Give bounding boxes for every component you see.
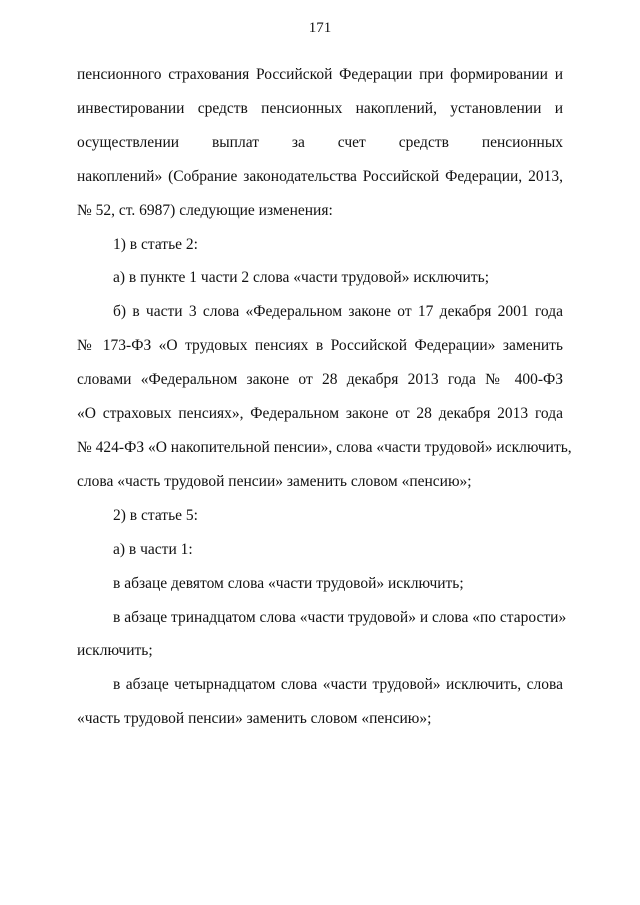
- text-line: № 173-ФЗ «О трудовых пенсиях в Российской Федерации» заменить: [77, 337, 563, 355]
- text-line: 1) в статье 2:: [113, 235, 198, 253]
- paragraph-intro: [77, 58, 563, 228]
- text-line: а) в части 1:: [113, 540, 193, 558]
- text-line: накоплений» (Собрание законодательства Российской Федерации, 2013,: [77, 167, 563, 185]
- text-line: в абзаце тринадцатом слова «части трудовой» и слова «по старости»: [113, 608, 567, 626]
- text-line: исключить;: [77, 642, 153, 660]
- text-line: словами «Федеральном законе от 28 декабря 2013 года № 400-ФЗ: [77, 371, 563, 389]
- paragraph-art2-b: [77, 295, 572, 498]
- paragraph-art5-a-14: [77, 668, 563, 736]
- paragraph-art5-a: [77, 533, 563, 567]
- paragraph-art5: [77, 499, 563, 533]
- document-body: [77, 58, 572, 736]
- paragraph-art5-a-9: [77, 567, 563, 601]
- text-line: 2) в статье 5:: [113, 506, 198, 524]
- text-line: б) в части 3 слова «Федеральном законе от 17 декабря 2001 года: [113, 303, 563, 321]
- text-line: в абзаце четырнадцатом слова «части трудовой» исключить, слова: [113, 676, 563, 694]
- text-line: в абзаце девятом слова «части трудовой» исключить;: [113, 574, 464, 592]
- page-number: 171: [308, 20, 332, 36]
- text-line: инвестировании средств пенсионных накоплений, установлении и: [77, 99, 563, 117]
- text-line: «часть трудовой пенсии» заменить словом «пенсию»;: [77, 710, 432, 728]
- text-line: а) в пункте 1 части 2 слова «части трудовой» исключить;: [113, 269, 490, 287]
- text-line: пенсионного страхования Российской Федерации при формировании и: [77, 66, 563, 83]
- paragraph-art5-a-13: [77, 601, 567, 669]
- text-line: «О страховых пенсиях», Федеральном законе от 28 декабря 2013 года: [77, 405, 563, 423]
- text-line: № 52, ст. 6987) следующие изменения:: [77, 201, 333, 219]
- paragraph-art2: [77, 228, 563, 262]
- text-line: осуществлении выплат за счет средств пенсионных: [77, 133, 563, 151]
- text-line: № 424-ФЗ «О накопительной пенсии», слова «части трудовой» исключить,: [77, 438, 572, 456]
- text-line: слова «часть трудовой пенсии» заменить словом «пенсию»;: [77, 472, 472, 490]
- paragraph-art2-a: [77, 261, 563, 295]
